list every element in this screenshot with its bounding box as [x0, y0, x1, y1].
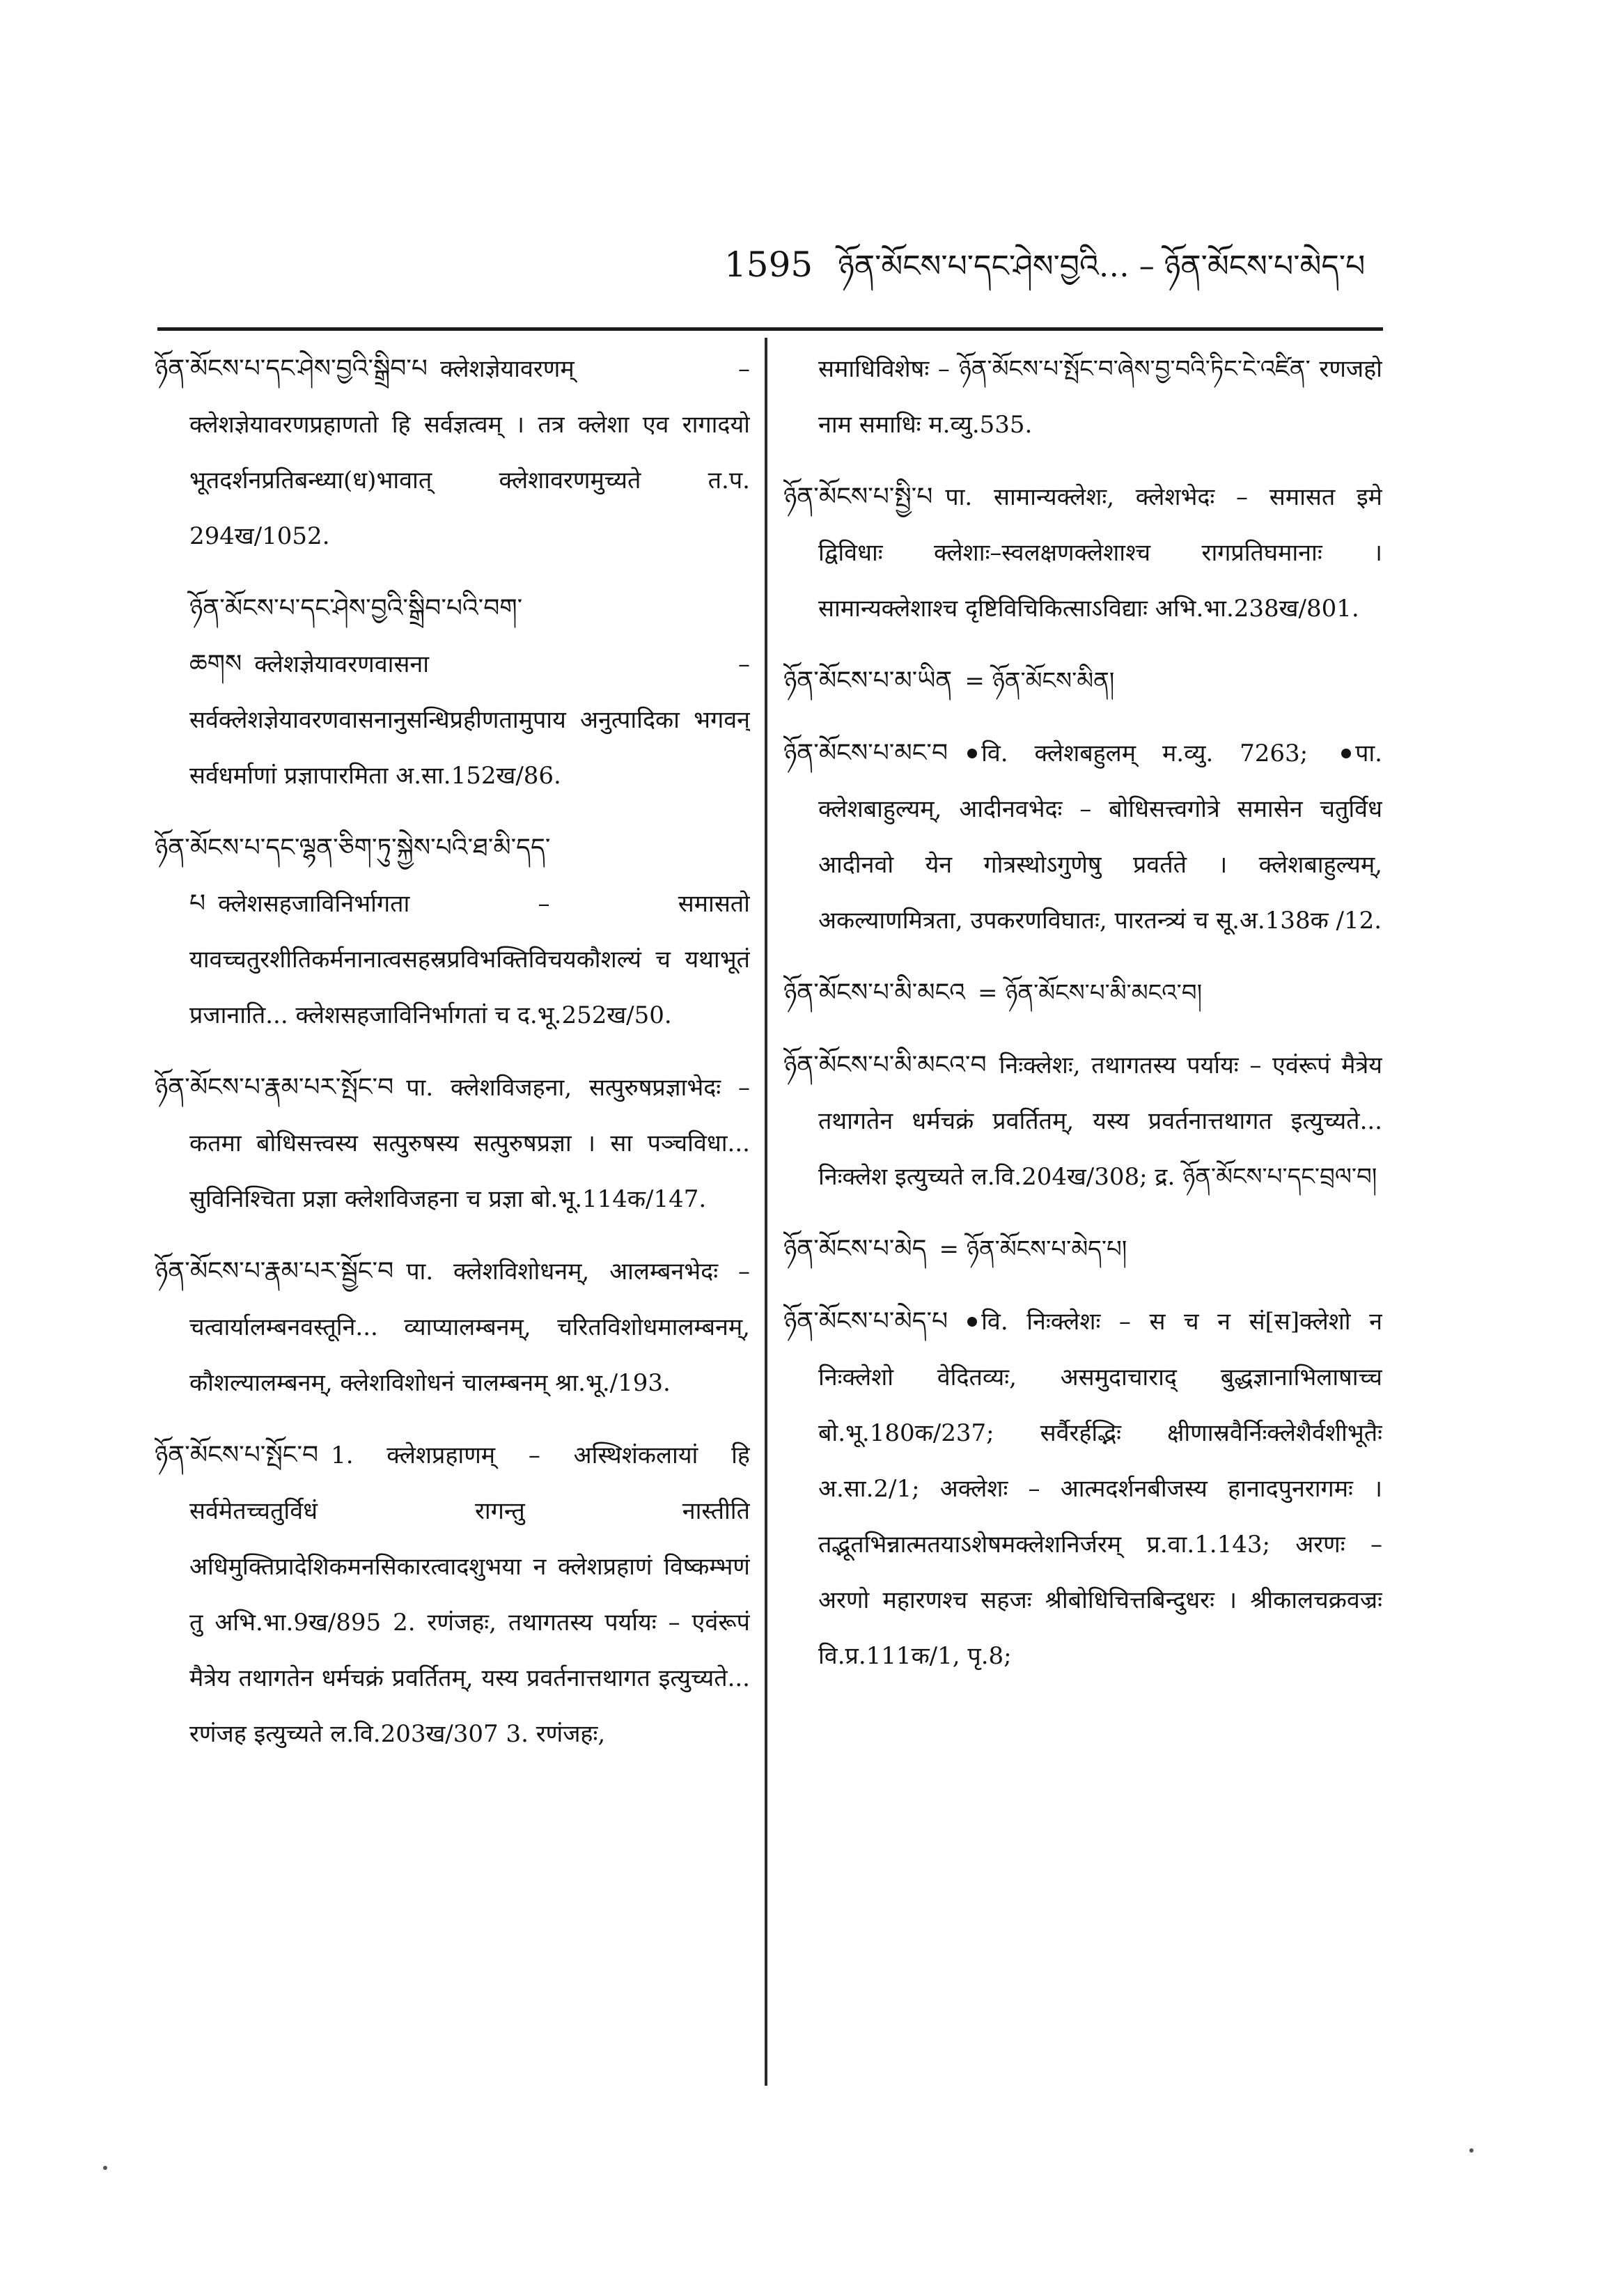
- dictionary-entry: [783, 965, 1382, 1021]
- headword: ཉོན་མོངས་པ་རྣམ་པར་སྤོང་བ: [155, 1073, 394, 1102]
- entry-body: क्लेशज्ञेयावरणवासना – सर्वक्लेशज्ञेयावरणवासनानुसन्धिप्रहीणतामुपाय अनुत्पादिका भगवन् सर्वधर्माणां प्रज्ञापारमिता अ.सा.152ख/86.: [189, 650, 750, 790]
- headword: ཉོན་མོངས་པ་མི་མངའ་བ: [783, 1051, 987, 1079]
- dictionary-entry: [783, 1038, 1382, 1205]
- entry-body: = ཉོན་མོངས་མིན།: [964, 667, 1115, 695]
- entry-body: निःक्लेशः – स च न सं[स]क्लेशो न निःक्लेशो वेदितव्यः, असमुदाचाराद् बुद्धज्ञानाभिलाषाच्च बो.भू.180क/237; सर्वैरर्हद्भिः क्षीणास्रवैर्निःक्लेशैर्वशीभूतैः अ.सा.2/1; अक्लेशः – आत्मदर्शनबीजस्य हानादपुनरागमः । तद्भूतभिन्नात्मतयाऽशेषमक्लेशनिर्जरम् प्र.वा.1.143; अरणः – अरणो महारणश्च सहजः श्रीबोधिचित्तबिन्दुधरः । श्रीकालचक्रवज्रः वि.प्र.111क/1, पृ.8;: [818, 1308, 1382, 1670]
- column-divider: [765, 338, 767, 2086]
- headword: ཉོན་མོངས་པ་མ་ཡིན: [783, 666, 953, 695]
- headword: ཉོན་མོངས་པ་དང་ཤེས་བྱའི་སྒྲིབ་པའི་བག་ཆགས: [189, 594, 523, 678]
- entry-body: निःक्लेशः, तथागतस्य पर्यायः – एवंरूपं मैत्रेय तथागतेन धर्मचक्रं प्रवर्तितम्, यस्य प्रवर्तनात्तथागत इत्युच्यते... निःक्लेश इत्युच्यते ल.वि.204ख/308; द्र. ཉོན་མོངས་པ་དང་བྲལ་བ།: [818, 1052, 1382, 1191]
- scan-speck: [103, 2166, 107, 2170]
- headword: ཉོན་མོངས་པ་དང་ལྷན་ཅིག་ཏུ་སྐྱེས་པའི་ཐ་མི་དད་པ: [155, 834, 551, 918]
- header-rule: [157, 327, 1383, 331]
- dictionary-entry: [155, 1060, 750, 1227]
- entry-body: = ཉོན་མོངས་པ་མེད་པ།: [939, 1235, 1127, 1263]
- entry-body: समाधिविशेषः – ཉོན་མོངས་པ་སྤོང་བ་ཞེས་བྱ་བའི་ཏིང་ངེ་འཛིན་ रणजहो नाम समाधिः म.व्यु.535.: [818, 355, 1382, 439]
- bullet-icon: [967, 749, 977, 758]
- grammar-label: वि.: [981, 1308, 1008, 1336]
- headword: ཉོན་མོངས་པ་མི་མངའ: [783, 978, 965, 1007]
- dictionary-entry: [155, 1428, 750, 1762]
- dictionary-entry: [783, 1294, 1382, 1684]
- entry-body: क्लेशबहुलम् म.व्यु. 7263;: [1034, 740, 1335, 767]
- entry-body: पा. सामान्यक्लेशः, क्लेशभेदः – समासत इमे द्विविधाः क्लेशाः–स्वलक्षणक्लेशाश्च रागप्रतिघमानाः । सामान्यक्लेशाश्च दृष्टिविचिकित्साऽविद्याः अभि.भा.238ख/801.: [818, 483, 1382, 623]
- headword: ཉོན་མོངས་པ་རྣམ་པར་སྦྱོང་བ: [155, 1257, 394, 1286]
- dictionary-entry: [783, 469, 1382, 637]
- running-head: ཉོན་མོངས་པ་དང་ཤེས་བྱའི… – ཉོན་མོངས་པ་མེད་པ: [838, 249, 1366, 284]
- headword: ཉོན་མོངས་པ་མང་བ: [783, 739, 948, 767]
- entry-body: क्लेशबाहुल्यम्, आदीनवभेदः – बोधिसत्त्वगोत्रे समासेन चतुर्विध आदीनवो येन गोत्रस्थोऽगुणेषु प्रवर्तते । क्लेशबाहुल्यम्, अकल्याणमित्रता, उपकरणविघातः, पारतन्त्र्यं च सू.अ.138क /12.: [818, 795, 1382, 935]
- headword: ཉོན་མོངས་པ་སྤྱི་པ: [783, 483, 933, 511]
- grammar-label: पा.: [1355, 740, 1382, 767]
- scan-speck: [1469, 2148, 1474, 2153]
- left-column: [155, 341, 750, 2096]
- page-number: 1595: [724, 244, 813, 285]
- dictionary-entry: [783, 1221, 1382, 1277]
- entry-body: क्लेशसहजाविनिर्भागता – समासतो यावच्चतुरशीतिकर्मनानात्वसहस्रप्रविभक्तिविचयकौशल्यं च यथाभूतं प्रजानाति... क्लेशसहजाविनिर्भागतां च द.भू.252ख/50.: [189, 890, 750, 1029]
- headword: ཉོན་མོངས་པ་མེད་པ: [783, 1307, 948, 1336]
- entry-body: क्लेशज्ञेयावरणम् – क्लेशज्ञेयावरणप्रहाणतो हि सर्वज्ञत्वम् । तत्र क्लेशा एव रागादयो भूतदर्शनप्रतिबन्ध्या(ध)भावात् क्लेशावरणमुच्यते त.प. 294ख/1052.: [189, 355, 750, 550]
- dictionary-entry: [783, 726, 1382, 948]
- dictionary-entry-continued: [783, 341, 1382, 453]
- headword: ཉོན་མོངས་པ་མེད: [783, 1235, 927, 1263]
- grammar-label: वि.: [981, 740, 1008, 767]
- dictionary-entry: [155, 1244, 750, 1411]
- headword: ཉོན་མོངས་པ་དང་ཤེས་བྱའི་སྒྲིབ་པ: [155, 354, 428, 383]
- bullet-icon: [1341, 749, 1351, 758]
- running-header: [724, 237, 1421, 292]
- entry-body: = ཉོན་མོངས་པ་མི་མངའ་བ།: [977, 979, 1203, 1007]
- headword: ཉོན་མོངས་པ་སྤོང་བ: [155, 1441, 319, 1469]
- entry-body: पा. क्लेशविजहना, सत्पुरुषप्रज्ञाभेदः – कतमा बोधिसत्त्वस्य सत्पुरुषस्य सत्पुरुषप्रज्ञा । सा पञ्चविधा... सुविनिश्चिता प्रज्ञा क्लेशविजहना च प्रज्ञा बो.भू.114क/147.: [189, 1074, 750, 1213]
- dictionary-entry: [783, 653, 1382, 709]
- bullet-icon: [967, 1317, 977, 1327]
- dictionary-entry: [155, 820, 750, 1043]
- dictionary-entry: [155, 341, 750, 564]
- entry-body: पा. क्लेशविशोधनम्, आलम्बनभेदः – चत्वार्यालम्बनवस्तूनि... व्याप्यालम्बनम्, चरितविशोधमालम्बनम्, कौशल्यालम्बनम्, क्लेशविशोधनं चालम्बनम् श्रा.भू./193.: [189, 1258, 750, 1397]
- right-column: [783, 341, 1382, 2096]
- dictionary-entry: [155, 581, 750, 804]
- entry-body: 1. क्लेशप्रहाणम् – अस्थिशंकलायां हि सर्वमेतच्चतुर्विधं रागन्तु नास्तीति अधिमुक्तिप्रादेशिकमनसिकारत्वादशुभया न क्लेशप्रहाणं विष्कम्भणं तु अभि.भा.9ख/895 2. रणंजहः, तथागतस्य पर्यायः – एवंरूपं मैत्रेय तथागतेन धर्मचक्रं प्रवर्तितम्, यस्य प्रवर्तनात्तथागत इत्युच्यते... रणंजह इत्युच्यते ल.वि.203ख/307 3. रणंजहः,: [189, 1442, 750, 1748]
